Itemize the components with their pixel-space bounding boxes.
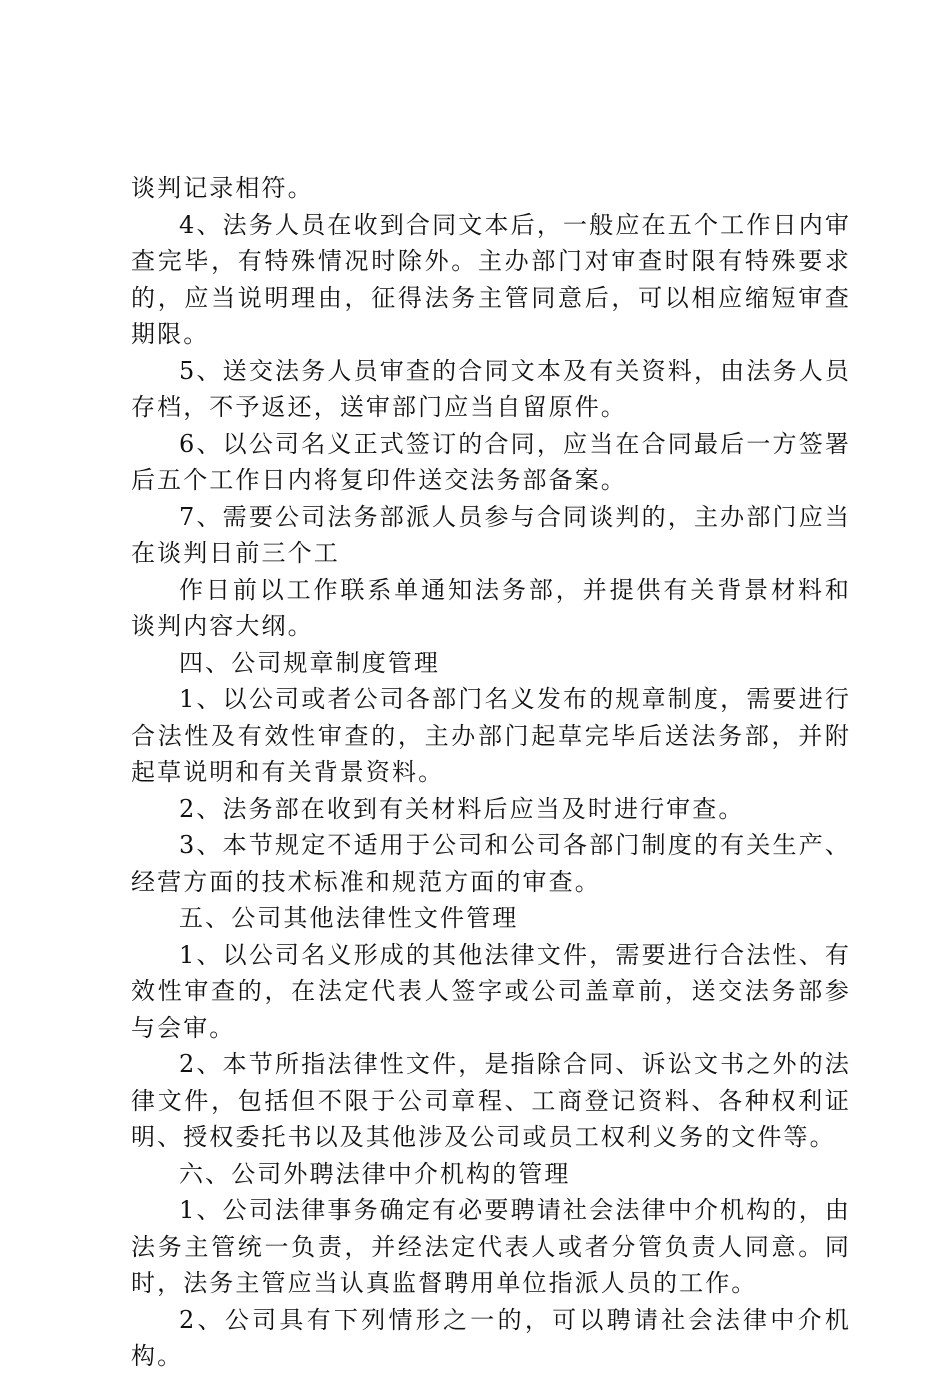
- paragraph-other-docs-2: 2、本节所指法律性文件，是指除合同、诉讼文书之外的法律文件，包括但不限于公司章程、工商登记资料、各种权利证明、授权委托书以及其他涉及公司或员工权利义务的文件等。: [131, 1050, 851, 1151]
- paragraph-item-7: 7、需要公司法务部派人员参与合同谈判的，主办部门应当在谈判日前三个工: [131, 502, 851, 567]
- section-heading-4: 四、公司规章制度管理: [179, 648, 440, 677]
- paragraph-other-docs-1: 1、以公司名义形成的其他法律文件，需要进行合法性、有效性审查的，在法定代表人签字或公司盖章前，送交法务部参与会审。: [131, 940, 851, 1042]
- section-heading-5: 五、公司其他法律性文件管理: [179, 904, 519, 932]
- paragraph-item-4: 4、法务人员在收到合同文本后，一般应在五个工作日内审查完毕，有特殊情况时除外。主办部门对审查时限有特殊要求的，应当说明理由，征得法务主管同意后，可以相应缩短审查期限。: [131, 210, 851, 348]
- paragraph-item-7-continued: 作日前以工作联系单通知法务部，并提供有关背景材料和谈判内容大纲。: [131, 575, 851, 640]
- paragraph-item-5: 5、送交法务人员审查的合同文本及有关资料，由法务人员存档，不予返还，送审部门应当自留原件。: [131, 356, 851, 421]
- paragraph-agency-1: 1、公司法律事务确定有必要聘请社会法律中介机构的，由法务主管统一负责，并经法定代表人或者分管负责人同意。同时，法务主管应当认真监督聘用单位指派人员的工作。: [131, 1196, 851, 1297]
- section-heading-6: 六、公司外聘法律中介机构的管理: [179, 1159, 571, 1188]
- paragraph-rules-2: 2、法务部在收到有关材料后应当及时进行审查。: [179, 794, 745, 823]
- paragraph-rules-3: 3、本节规定不适用于公司和公司各部门制度的有关生产、经营方面的技术标准和规范方面的审查。: [131, 831, 851, 896]
- paragraph-continuation: 谈判记录相符。: [131, 174, 314, 202]
- paragraph-item-6: 6、以公司名义正式签订的合同，应当在合同最后一方签署后五个工作日内将复印件送交法务部备案。: [131, 429, 851, 494]
- paragraph-agency-2: 2、公司具有下列情形之一的，可以聘请社会法律中介机构。: [131, 1305, 851, 1370]
- paragraph-rules-1: 1、以公司或者公司各部门名义发布的规章制度，需要进行合法性及有效性审查的，主办部门起草完毕后送法务部，并附起草说明和有关背景资料。: [131, 685, 851, 786]
- document-body: [131, 170, 851, 1375]
